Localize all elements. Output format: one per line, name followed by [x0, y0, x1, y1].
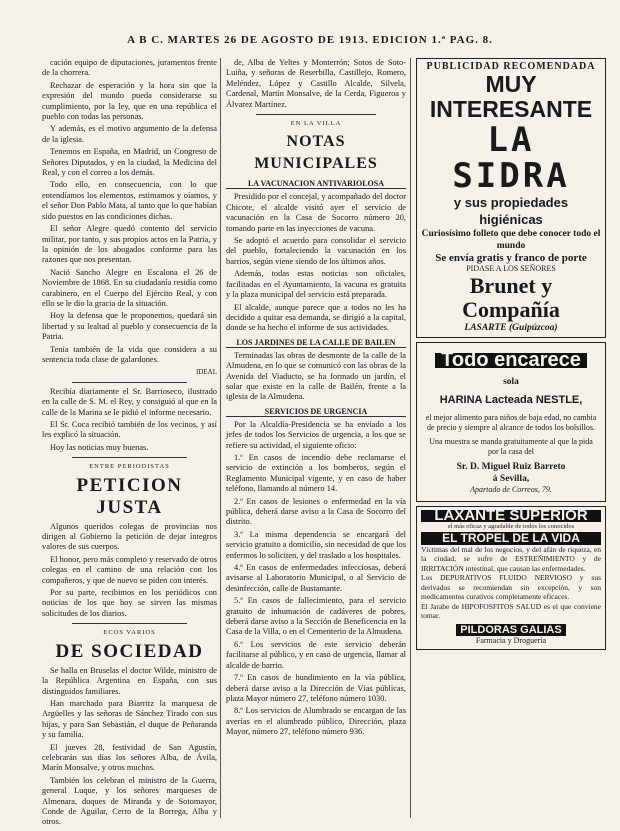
paragraph: Tenemos en España, en Madrid, un Congreso de Señores Diputados, y en la ciudad, la Medicina del Real, y con el correo a los demás.: [42, 147, 217, 178]
subheading: LA VACUNACION ANTIVARIOLOSA: [226, 179, 406, 189]
paragraph: Recibía diariamente el Sr. Barrioseco, ilustrado en la calle de S. M. el Rey, y consiguió al que en la calle de la Marina se le pidió el informe necesario.: [42, 386, 217, 417]
column-1: [42, 58, 217, 827]
paragraph: Han marchado para Biarritz la marquesa de Argüelles y las señoras de Sánchez Tirado con sus hijas, y para San Sebastián, el duque de Peñaranda y su familia.: [42, 698, 217, 740]
page-header: A B C. MARTES 26 DE AGOSTO DE 1913. EDICION 1.ª PAG. 8.: [127, 34, 493, 46]
ad-sidra: [416, 58, 606, 338]
ad-text: Los DEPURATIVOS FLUIDO NERVIOSO y sus derivados se recomiendan sin excepción, y son medicamentos curativos completamente eficaces.: [421, 573, 601, 602]
paragraph: Terminadas las obras de desmonte de la calle de la Almudena, en lo que se comunicó con las obras de la Avenida del Viaducto, se ha formado un jardín, el solar que existe en la calle de Bailén, frente a la iglesia de la Almudena.: [226, 350, 406, 402]
section-kicker: ECOS VARIOS: [103, 629, 156, 637]
paragraph: Por la Alcaldía-Presidencia se ha enviado a los jefes de todos los Servicios de urgencia, a los que se refiere su actividad, el siguiente oficio:: [226, 419, 406, 450]
ad-contact: Sr. D. Miguel Ruiz Barreto: [456, 461, 566, 472]
divider: [256, 114, 376, 115]
ad-subheadline: EL TROPEL DE LA VIDA: [421, 532, 601, 544]
paragraph: El alcalde, aunque parece que a todos no les ha decidido a quitar esa demanda, se dirigió a la capital, donde se ha hecho el informe de sus actividades.: [226, 302, 406, 333]
ad-headline-main: LA SIDRA: [452, 120, 570, 197]
ad-text: Víctimas del mal de los negocios, y del afán de riqueza, en la ciudad, se sufre de ESTREÑIMIENTO y de IRRITACIÓN intestinal, que causan las enfermedades.: [421, 544, 601, 573]
ad-text: El Jarabe de HIPOFOSFITOS SALUD es el que conviene tomar.: [421, 601, 601, 621]
paragraph: Hoy la defensa que le proponemos, quedará sin libertad y su lealtad al pueblo y consecuencia de la Patria.: [42, 311, 217, 342]
paragraph: Algunos queridos colegas de provincias nos dirigen al Gobierno la petición de dejar íntegros valores de sus cuerpos.: [42, 521, 217, 552]
ad-contact: á Sevilla,: [492, 473, 530, 484]
ad-text: Farmacia y Droguería: [475, 636, 547, 646]
column-3-advertisements: [416, 58, 606, 818]
paragraph: 4.º En casos de enfermedades infecciosas, deberá avisarse al Laboratorio Municipal, o al Servicio de desinfección, calle de Bustamante.: [226, 563, 406, 593]
paragraph: Se halla en Bruselas el doctor Wilde, ministro de la República Argentina en España, con sus distinguidos familiares.: [42, 665, 217, 696]
ad-brand: Brunet y Compañía: [462, 273, 560, 323]
column-rule: [410, 58, 411, 818]
divider: [72, 457, 187, 458]
subheading: SERVICIOS DE URGENCIA: [226, 407, 406, 417]
paragraph: de, Alba de Yeltes y Monterrón; Sotos de Soto-Luiña, y señoras de Reserbilla, Castillejo, Romero, Meléndez, López y Castillo Alcalde, Silvela, Cardenal, Martín Monsalve, de la Cerda, Figueroa y Álvarez Martínez.: [226, 58, 406, 109]
signature: IDEAL: [196, 368, 217, 377]
ad-product: HARINA Lacteada NESTLE,: [439, 393, 583, 406]
ad-text: Curiosísimo folleto que debe conocer todo el mundo: [421, 229, 601, 252]
paragraph: El señor Alegre quedó contento del servicio militar, por tanto, y sus propios actos en la Patria, y la opinión de los abogados conforme para las razones que nos presentan.: [42, 224, 217, 265]
paragraph: El honor, pero más completo y reservado de otros colegas en el camino de una relación con los compañeros, y que de nuevo se piden con interés.: [42, 554, 217, 585]
ad-laxante: [416, 506, 606, 650]
ad-location: LASARTE (Guipúzcoa): [464, 323, 558, 334]
divider: [72, 382, 187, 383]
divider: [72, 623, 187, 624]
paragraph: Se adoptó el acuerdo para consolidar el servicio del pueblo, fortaleciendo la vacunación en los barrios, según viene siendo de los últimos años.: [226, 236, 406, 266]
paragraph: Todo ello, en consecuencia, con lo que entendíamos los elementos, estimamos y oíamos, y el señor Don Pablo Mata, al tanto que lo que habían sido puestos en las condiciones dichas.: [42, 180, 217, 221]
ad-product: PILDORAS GALIAS: [456, 624, 565, 636]
paragraph: 3.º La misma dependencia se encargará del servicio gratuito a domicilio, sin necesidad de que los enfermos lo soliciten, y del traslado a los hospitales.: [226, 529, 406, 560]
paragraph: Además, todas estas noticias son oficiales, facilitadas en el Ayuntamiento, la vacuna es gratuita y la plaza municipal del servicio está preparada.: [226, 269, 406, 300]
paragraph: Por su parte, recibimos en los periódicos con noticias de los que hoy se sirven las mismas solicitudes de los diarios.: [42, 588, 217, 618]
paragraph: Rechazar de esperación y la hora sin que la expresión del mundo pueda considerarse su cumplimiento, por la ley, que en una república el pueblo con todas las personas.: [42, 80, 217, 122]
article-headline: NOTAS MUNICIPALES: [254, 133, 378, 173]
paragraph: cación equipo de diputaciones, juramentos frente de la chorrera.: [42, 58, 217, 78]
paragraph: 8.º Los servicios de Alumbrado se encargan de las averías en el alumbrado público, Dirección, plaza Mayor, número 27, teléfono número 936.: [226, 706, 406, 737]
paragraph: Y además, es el motivo argumento de la defensa de la iglesia.: [42, 124, 217, 144]
column-rule: [220, 58, 221, 818]
ad-headline: LAXANTE SUPERIOR: [421, 510, 601, 522]
ad-contact: Apartado de Correos, 79.: [470, 484, 552, 494]
ad-subheadline: y sus propiedades higiénicas: [453, 195, 569, 228]
ad-text: Se envía gratis y franco de porte: [435, 252, 587, 265]
paragraph: También los celebran el ministro de la Guerra, general Luque, y los señores marqueses de Almenara, duques de Miranda y de Sotomayor, Conde de Aguilar, Cerro de la Borrega, Alba y otros.: [42, 775, 217, 827]
article-headline: DE SOCIEDAD: [55, 640, 204, 662]
paragraph: 7.º En casos de hundimiento en la vía pública, deberá darse aviso a la Dirección de Vías públicas, plaza Mayor número 27, teléfono número 1030.: [226, 673, 406, 703]
ad-nestle: [416, 342, 606, 501]
ad-text: PIDASE A LOS SEÑORES: [466, 264, 556, 274]
column-2: [226, 58, 406, 818]
ad-text: sola: [503, 376, 519, 387]
paragraph: 2.º En casos de lesiones o enfermedad en la vía pública, deberá darse aviso a la Casa de Socorro del distrito.: [226, 496, 406, 527]
ad-text: el mejor alimento para niños de baja edad, no cambia de precio y siempre al alcance de todos los bolsillos.: [425, 412, 597, 432]
ad-text: el más eficaz y agradable de todos los conocidos: [447, 523, 575, 531]
paragraph: Tenía también de la vida que considera a su sentencia toda clase de galardones.: [42, 344, 217, 364]
paragraph: Presidido por el concejal, y acompañado del doctor Chicote, el alcalde visitó ayer el servicio de vacunación en la Casa de Socorro número 20, tomando parte en las inyecciones de vacuna.: [226, 192, 406, 233]
paragraph: El jueves 28, festividad de San Agustín, celebrarán sus días los señores Alba, de Ávila, Marín Monsalve, y otros muchos.: [42, 742, 217, 773]
ad-text: Una muestra se manda gratuitamente al que la pida por la casa del: [429, 436, 593, 456]
ad-headline: MUY INTERESANTE: [429, 71, 593, 123]
paragraph: 5.º En casos de fallecimiento, para el servicio gratuito de inhumación de cadáveres de pobres, deberá darse aviso a la Sección de Beneficencia en la Casa de la Villa, o en el Cementerio de la Almudena.: [226, 596, 406, 637]
article-headline: PETICION JUSTA: [76, 474, 183, 518]
paragraph: Nació Sancho Alegre en Escalona el 26 de Noviembre de 1868. En su ciudadanía residía como carabinero, en el Cuerpo del Ejército Real, y con ello se le dio la gracia de la situación.: [42, 267, 217, 308]
subheading: LOS JARDINES DE LA CALLE DE BAILEN: [226, 338, 406, 348]
section-kicker: EN LA VILLA: [290, 120, 342, 128]
paragraph: Hoy las noticias muy buenas.: [50, 442, 149, 452]
section-kicker: ENTRE PERIODISTAS: [89, 463, 170, 471]
ad-headline: Todo encarece: [435, 353, 587, 367]
paragraph: El Sr. Coca recibió también de los vecinos, y así les explicó la situación.: [42, 420, 217, 440]
paragraph: 1.º En casos de incendio debe reclamarse el servicio de extinción a los bomberos, según el Reglamento Municipal vigente, y en caso de haber teléfono, llamando al número 14.: [226, 452, 406, 494]
paragraph: 6.º Los servicios de este servicio deberán facilitarse al público, y en caso de urgencia, llamar al alcalde de barrio.: [226, 639, 406, 670]
ad-kicker: PUBLICIDAD RECOMENDADA: [426, 61, 596, 72]
